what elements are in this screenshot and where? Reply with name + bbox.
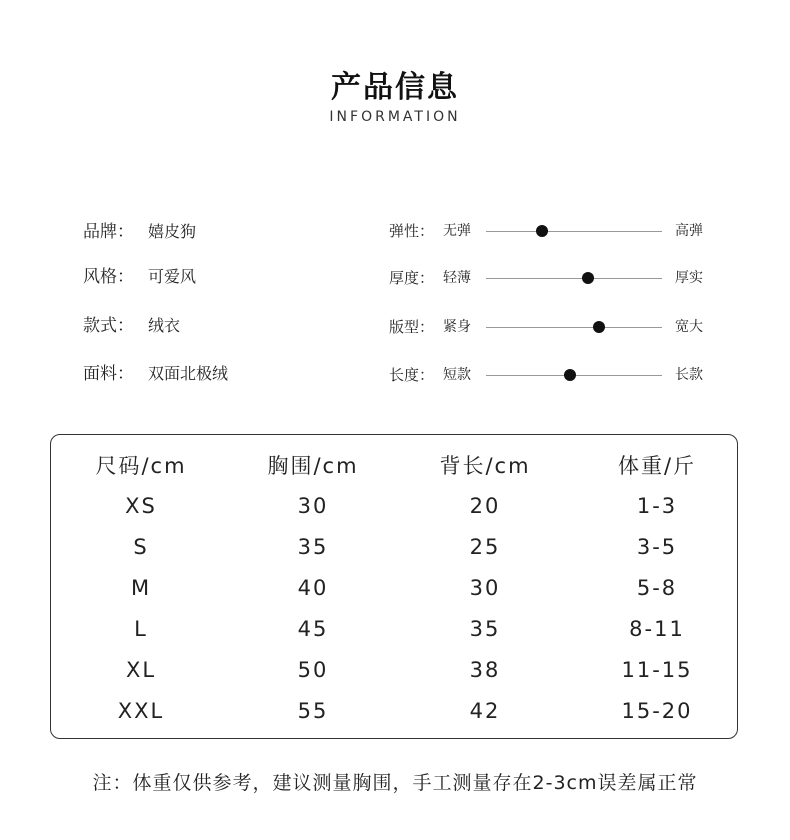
scale-track (486, 327, 662, 328)
table-cell: 8-11 (629, 617, 685, 641)
table-cell: M (130, 576, 152, 600)
attr-key: 面料： (83, 364, 134, 384)
page-subtitle: INFORMATION (329, 109, 461, 125)
scale-marker (582, 272, 594, 284)
table-cell: S (133, 535, 149, 559)
attr-value: 可爱风 (148, 267, 197, 286)
scale-low-label: 无弹 (443, 223, 471, 239)
table-header-cell: 背长/cm (439, 454, 531, 478)
table-cell: 55 (297, 699, 329, 723)
scale-high-label: 厚实 (675, 270, 703, 286)
scale-marker (564, 369, 576, 381)
scale-marker (593, 321, 605, 333)
table-cell: 35 (297, 535, 329, 559)
table-header-cell: 胸围/cm (267, 454, 359, 478)
table-cell: 30 (297, 494, 329, 518)
scale-thickness (389, 266, 719, 290)
table-cell: 40 (297, 576, 329, 600)
scale-fit (389, 315, 719, 339)
scale-low-label: 短款 (443, 367, 471, 383)
table-row (51, 614, 739, 644)
page-title: 产品信息 (331, 70, 459, 105)
attr-brand (83, 220, 196, 244)
attr-key: 品牌： (83, 222, 134, 242)
table-row (51, 491, 739, 521)
attr-value: 嬉皮狗 (148, 222, 197, 241)
table-row (51, 655, 739, 685)
attr-style (83, 265, 196, 289)
scale-label: 弹性： (389, 222, 435, 240)
table-cell: 38 (469, 658, 501, 682)
scale-label: 厚度： (389, 269, 435, 287)
table-cell: XL (125, 658, 157, 682)
table-cell: 50 (297, 658, 329, 682)
table-row (51, 573, 739, 603)
scale-low-label: 紧身 (443, 319, 471, 335)
table-cell: 11-15 (621, 658, 693, 682)
scale-track (486, 231, 662, 232)
table-cell: 25 (469, 535, 501, 559)
attr-key: 款式： (83, 316, 134, 336)
scale-track (486, 278, 662, 279)
table-header-row (51, 451, 739, 481)
table-cell: XXL (117, 699, 165, 723)
table-cell: 35 (469, 617, 501, 641)
table-cell: L (134, 617, 148, 641)
footnote: 注：体重仅供参考，建议测量胸围，手工测量存在2-3cm误差属正常 (92, 772, 698, 794)
table-cell: 5-8 (636, 576, 678, 600)
scale-high-label: 长款 (675, 367, 703, 383)
scale-label: 版型： (389, 318, 435, 336)
scale-marker (536, 225, 548, 237)
table-cell: 3-5 (636, 535, 678, 559)
table-header-cell: 尺码/cm (95, 454, 187, 478)
table-cell: 45 (297, 617, 329, 641)
table-cell: 20 (469, 494, 501, 518)
attr-key: 风格： (83, 267, 134, 287)
table-cell: 1-3 (636, 494, 678, 518)
scale-high-label: 高弹 (675, 223, 703, 239)
attr-value: 双面北极绒 (148, 364, 229, 383)
scale-high-label: 宽大 (675, 319, 703, 335)
scale-label: 长度： (389, 366, 435, 384)
table-row (51, 532, 739, 562)
table-header-cell: 体重/斤 (617, 454, 697, 478)
size-table (50, 434, 738, 739)
attr-value: 绒衣 (148, 316, 181, 335)
attr-type (83, 314, 180, 338)
scale-elasticity (389, 219, 719, 243)
table-cell: XS (125, 494, 157, 518)
scale-length (389, 363, 719, 387)
table-cell: 15-20 (621, 699, 693, 723)
attr-fabric (83, 362, 228, 386)
table-row (51, 696, 739, 726)
scale-low-label: 轻薄 (443, 270, 471, 286)
table-cell: 42 (469, 699, 501, 723)
table-cell: 30 (469, 576, 501, 600)
